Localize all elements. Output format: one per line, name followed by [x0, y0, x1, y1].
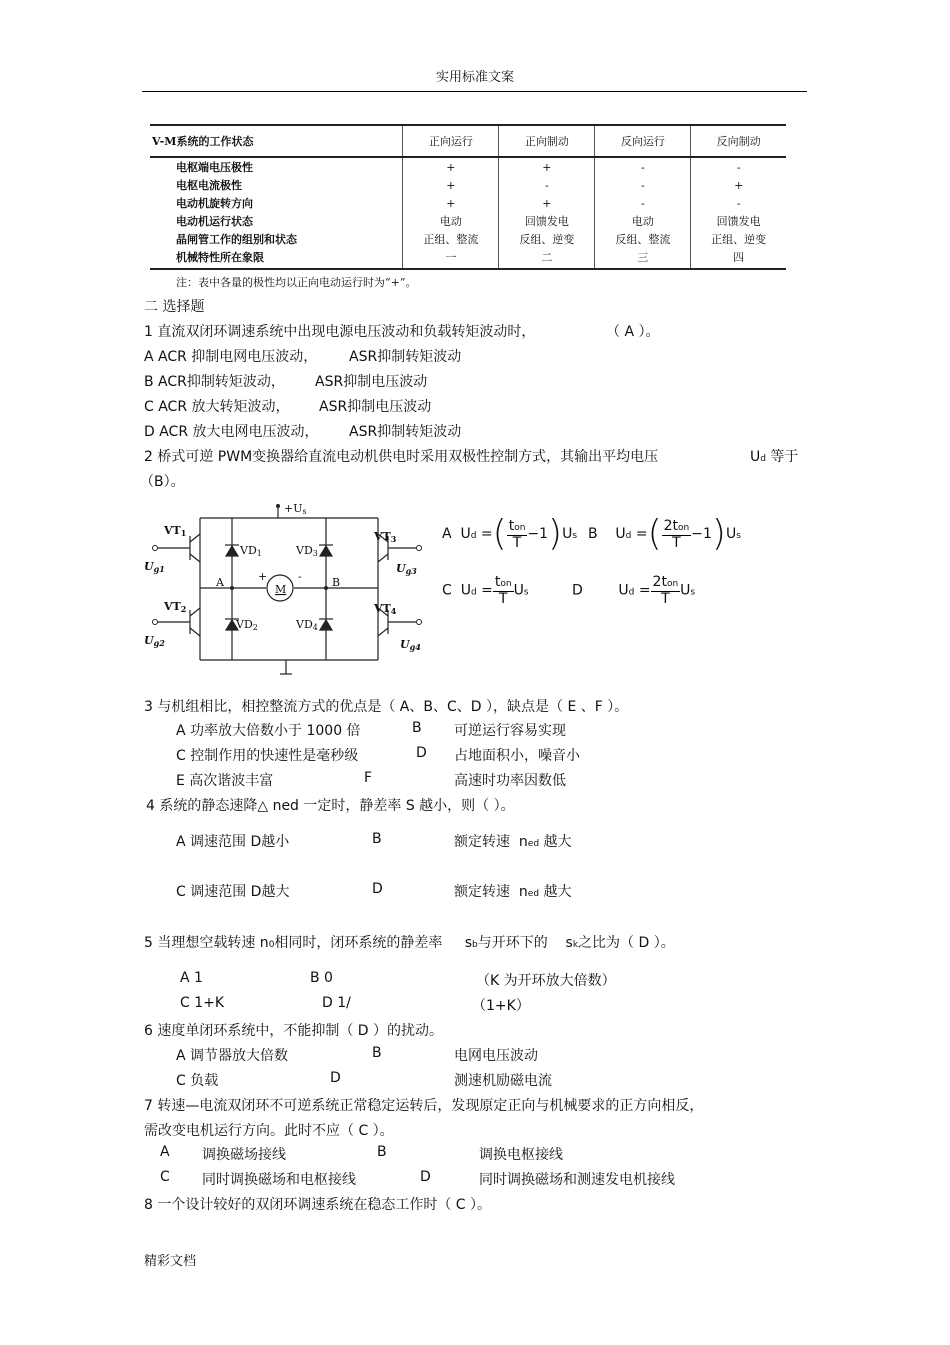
- formula-c: C Ud = $\frac{\text{ton}}{T}$ Us: [442, 574, 529, 607]
- node-b-label: B: [332, 576, 341, 589]
- table-row: [150, 194, 786, 212]
- q1-option-d-2: ASR抑制转矩波动: [349, 424, 462, 440]
- q3-option-b-label: B: [412, 720, 422, 736]
- table-cell: 三: [595, 248, 691, 269]
- ug4-label: Ug4: [400, 638, 421, 652]
- q7-option-b: 调换电枢接线: [479, 1147, 563, 1163]
- vd1-label: VD1: [240, 544, 262, 558]
- table-cell: 电枢端电压极性: [176, 161, 253, 174]
- q7-option-d: 同时调换磁场和测速发电机接线: [479, 1172, 675, 1188]
- table-header-cell: 反向制动: [691, 125, 786, 157]
- q5-stem: 5 当理想空载转速 n0相同时，闭环系统的静差率 sb与开环下的 sk之比为（ D ）。: [144, 935, 675, 951]
- q6-stem: 6 速度单闭环系统中，不能抑制（ D ）的扰动。: [144, 1023, 444, 1039]
- table-cell: -: [691, 194, 786, 212]
- table-cell: +: [403, 194, 499, 212]
- table-cell: 回馈发电: [499, 212, 595, 230]
- q1-option-a-2: ASR抑制转矩波动: [349, 349, 462, 365]
- q4-option-c: C 调速范围 D越大: [176, 884, 290, 900]
- ug1-label: Ug1: [144, 560, 165, 574]
- q2-ud: Ud 等于: [750, 449, 799, 465]
- q4-option-b-label: B: [372, 831, 382, 847]
- q4-option-d-label: D: [372, 881, 383, 897]
- table-row: [150, 230, 786, 248]
- q3-stem: 3 与机组相比，相控整流方式的优点是（ A、B、C、D ），缺点是（ E 、F ）。: [144, 699, 629, 715]
- table-header-cell: 正向制动: [499, 125, 595, 157]
- q7-option-a-label: A: [160, 1144, 170, 1160]
- vd2-label: VD2: [236, 618, 258, 632]
- table-cell: +: [403, 157, 499, 176]
- table-cell: -: [595, 194, 691, 212]
- table-header-cell: V-M系统的工作状态: [150, 125, 403, 157]
- section-title: 二 选择题: [144, 299, 205, 315]
- table-cell: 电枢电流极性: [176, 179, 242, 192]
- table-cell: 反组、整流: [595, 230, 691, 248]
- q4-stem: 4 系统的静态速降△ ned 一定时，静差率 S 越小，则（ ）。: [146, 798, 515, 814]
- table-cell: 电动机旋转方向: [176, 197, 253, 210]
- motor-label: M: [275, 583, 287, 596]
- q3-option-d: 占地面积小，噪音小: [454, 748, 580, 764]
- q4-option-b: 额定转速 ned 越大: [454, 834, 572, 850]
- q5-option-d-2: （1+K）: [472, 998, 530, 1014]
- table-cell: -: [595, 176, 691, 194]
- q6-option-d-label: D: [330, 1070, 341, 1086]
- table-cell: 电动: [403, 212, 499, 230]
- table-cell: 晶闸管工作的组别和状态: [176, 233, 297, 246]
- table-cell: 反组、逆变: [499, 230, 595, 248]
- q1-option-b-2: ASR抑制电压波动: [315, 374, 428, 390]
- ug2-label: Ug2: [144, 634, 165, 648]
- q1-option-d: D ACR 放大电网电压波动，: [144, 424, 319, 440]
- table-cell: 一: [403, 248, 499, 269]
- table-cell: 电动机运行状态: [176, 215, 253, 228]
- table-cell: 回馈发电: [691, 212, 786, 230]
- table-row: [150, 248, 786, 269]
- h-bridge-circuit-diagram: [140, 498, 430, 684]
- table-row: [150, 212, 786, 230]
- q7-option-a: 调换磁场接线: [202, 1147, 286, 1163]
- table-cell: 二: [499, 248, 595, 269]
- q1-option-a: A ACR 抑制电网电压波动，: [144, 349, 318, 365]
- q2-answer: （B）。: [140, 474, 185, 490]
- q1-option-c-2: ASR抑制电压波动: [319, 399, 432, 415]
- q5-option-a: A 1: [180, 970, 203, 986]
- table-note: 注：表中各量的极性均以正向电动运行时为“+”。: [176, 276, 417, 289]
- q8-stem: 8 一个设计较好的双闭环调速系统在稳态工作时（ C ）。: [144, 1197, 492, 1213]
- table-cell: -: [595, 157, 691, 176]
- vt1-label: VT1: [164, 524, 187, 538]
- formula-d: D Ud = $\frac{\text{2ton}}{T}$ Us: [572, 574, 696, 607]
- q3-option-a: A 功率放大倍数小于 1000 倍: [176, 723, 361, 739]
- table-cell: 四: [691, 248, 786, 269]
- page-header-title: 实用标准文案: [435, 70, 514, 85]
- q4-option-a: A 调速范围 D越小: [176, 834, 290, 850]
- table-header-row: [150, 125, 786, 157]
- us-label: +Us: [284, 502, 307, 516]
- table-cell: -: [499, 176, 595, 194]
- ug3-label: Ug3: [396, 562, 417, 576]
- q3-option-f-label: F: [364, 770, 373, 786]
- vt3-label: VT3: [374, 530, 397, 544]
- q5-option-c: C 1+K: [180, 995, 225, 1011]
- q3-option-f: 高速时功率因数低: [454, 773, 566, 789]
- table-header-cell: 反向运行: [595, 125, 691, 157]
- formula-b: B Ud =( $\frac{\text{2ton}}{T}$ −1)Us: [588, 513, 741, 554]
- table-cell: +: [499, 194, 595, 212]
- vt2-label: VT2: [164, 600, 187, 614]
- node-a-label: A: [216, 576, 224, 589]
- header-rule: [142, 91, 807, 92]
- q3-option-d-label: D: [416, 745, 427, 761]
- vd3-label: VD3: [296, 544, 318, 558]
- table-row: [150, 176, 786, 194]
- q7-option-b-label: B: [377, 1144, 387, 1160]
- q7-stem-2: 需改变电机运行方向。此时不应（ C ）。: [144, 1123, 394, 1139]
- q5-k-note: （K 为开环放大倍数）: [476, 973, 616, 989]
- q1-answer: （ A ）。: [606, 324, 660, 340]
- vm-state-table: [150, 124, 786, 270]
- q6-option-c: C 负载: [176, 1073, 219, 1089]
- vd4-label: VD4: [296, 618, 318, 632]
- q7-option-d-label: D: [420, 1169, 431, 1185]
- motor-minus-label: -: [298, 570, 302, 583]
- q1-stem: 1 直流双闭环调速系统中出现电源电压波动和负载转矩波动时，: [144, 324, 536, 340]
- q6-option-a: A 调节器放大倍数: [176, 1048, 289, 1064]
- table-cell: 机械特性所在象限: [150, 248, 403, 269]
- table-cell: 电动: [595, 212, 691, 230]
- q3-option-c: C 控制作用的快速性是毫秒级: [176, 748, 359, 764]
- q6-option-b: 电网电压波动: [454, 1048, 538, 1064]
- q1-option-c: C ACR 放大转矩波动，: [144, 399, 290, 415]
- formula-a: A Ud =( $\frac{\text{ton}}{T}$ −1)Us: [442, 513, 578, 554]
- q1-option-b: B ACR抑制转矩波动，: [144, 374, 285, 390]
- table-cell: 正组、整流: [403, 230, 499, 248]
- q7-option-c: 同时调换磁场和电枢接线: [202, 1172, 356, 1188]
- q2-stem: 2 桥式可逆 PWM变换器给直流电动机供电时采用双极性控制方式，其输出平均电压: [144, 449, 659, 465]
- table-cell: +: [403, 176, 499, 194]
- q7-stem: 7 转速—电流双闭环不可逆系统正常稳定运转后，发现原定正向与机械要求的正方向相反，: [144, 1098, 704, 1114]
- table-header-cell: 正向运行: [403, 125, 499, 157]
- vt4-label: VT4: [374, 602, 397, 616]
- q6-option-b-label: B: [372, 1045, 382, 1061]
- q7-option-c-label: C: [160, 1169, 170, 1185]
- q6-option-d: 测速机励磁电流: [454, 1073, 552, 1089]
- q3-option-e: E 高次谐波丰富: [176, 773, 274, 789]
- q5-option-b: B 0: [310, 970, 333, 986]
- q3-option-b: 可逆运行容易实现: [454, 723, 566, 739]
- table-cell: 正组、逆变: [691, 230, 786, 248]
- page-footer: 精彩文档: [144, 1254, 197, 1269]
- table-cell: +: [499, 157, 595, 176]
- motor-plus-label: +: [258, 570, 268, 583]
- q4-option-d: 额定转速 ned 越大: [454, 884, 572, 900]
- q5-option-d: D 1/: [322, 995, 351, 1011]
- table-cell: -: [691, 157, 786, 176]
- table-cell: +: [691, 176, 786, 194]
- table-row: [150, 157, 786, 176]
